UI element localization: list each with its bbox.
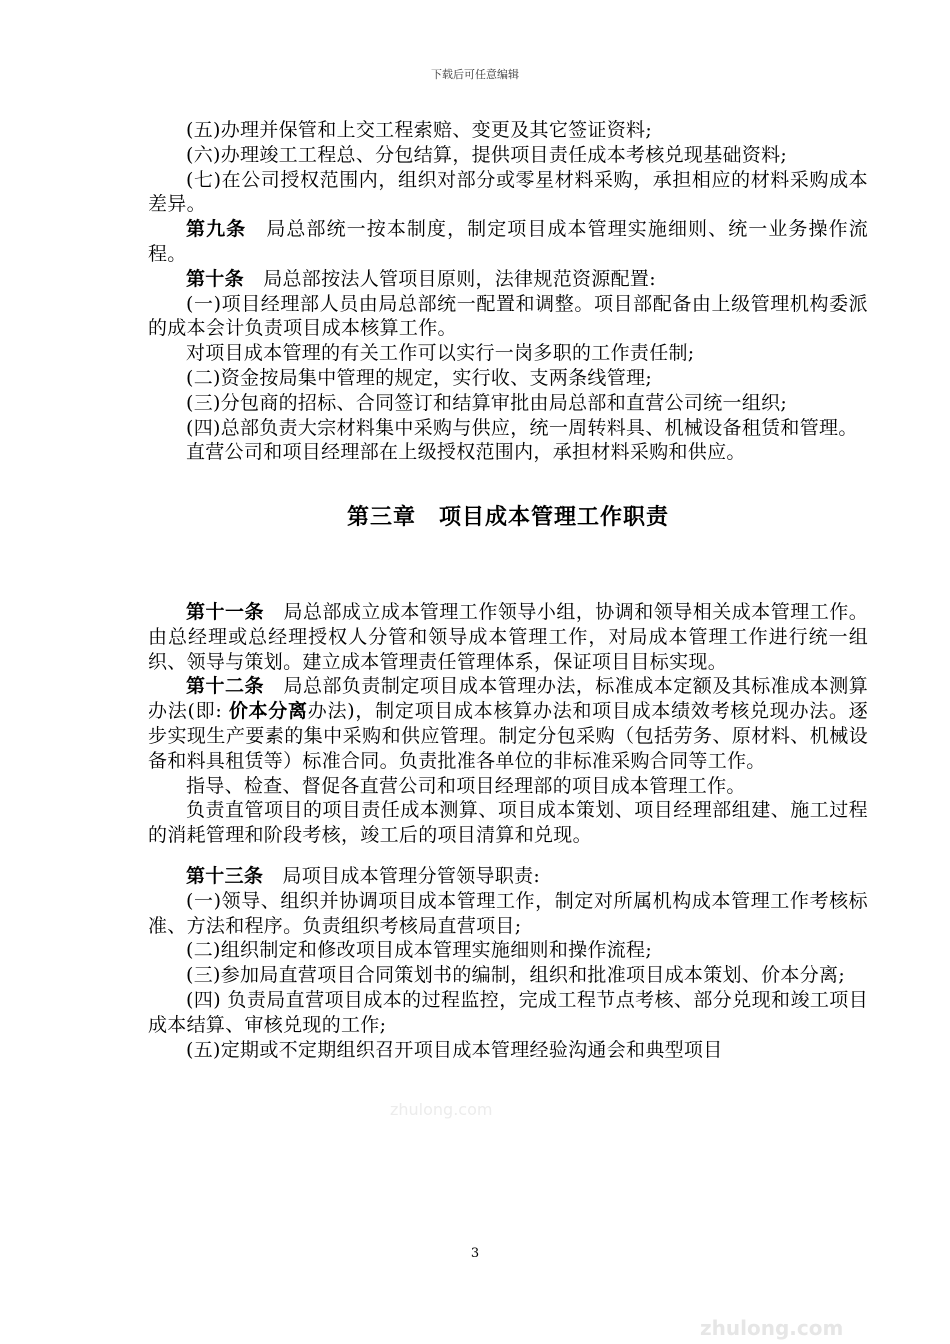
article-title: 第十一条 (186, 600, 264, 623)
article-9 (148, 217, 868, 267)
article-text: 局总部成立成本管理工作领导小组，协调和领导相关成本管理工作。由总经理或总经理授权人分管和领导成本管理工作，对局成本管理工作进行统一组织、领导与策划。建立成本管理责任管理体系，保证项目目标实现。 (148, 600, 868, 673)
paragraph: 对项目成本管理的有关工作可以实行一岗多职的工作责任制; (186, 342, 695, 365)
page-number: 3 (470, 1246, 480, 1261)
paragraph: (七)在公司授权范围内，组织对部分或零星材料采购，承担相应的材料采购成本差异。 (148, 168, 868, 216)
paragraph: (二)资金按局集中管理的规定，实行收、支两条线管理; (186, 366, 653, 389)
article-title: 第十二条 (186, 675, 264, 698)
article-title: 第九条 (186, 218, 247, 241)
paragraph: (六)办理竣工工程总、分包结算，提供项目责任成本考核兑现基础资料; (186, 143, 788, 166)
document-body (148, 118, 868, 1062)
paragraph: (四)总部负责大宗材料集中采购与供应，统一周转料具、机械设备租赁和管理。 (186, 416, 858, 439)
paragraph: (二)组织制定和修改项目成本管理实施细则和操作流程; (186, 939, 653, 962)
article-11 (148, 600, 868, 674)
chapter-heading: 第三章 项目成本管理工作职责 (346, 504, 669, 531)
bold-term: 价本分离 (228, 700, 308, 723)
article-text: 局项目成本管理分管领导职责: (263, 864, 541, 887)
article-text: 局总部负责制定项目成本管理办法，标准成本定额及其标准成本测算办法(即: (148, 675, 868, 723)
page-header: 下载后可任意编辑 (431, 68, 519, 81)
article-text: 局总部按法人管项目原则，法律规范资源配置: (243, 267, 656, 290)
paragraph: (三)参加局直营项目合同策划书的编制，组织和批准项目成本策划、价本分离; (186, 964, 846, 987)
paragraph: (四) 负责局直营项目成本的过程监控，完成工程节点考核、部分兑现和竣工项目成本结算、审核兑现的工作; (148, 988, 868, 1036)
article-title: 第十三条 (186, 864, 264, 887)
paragraph: 指导、检查、督促各直营公司和项目经理部的项目成本管理工作。 (186, 774, 746, 797)
paragraph: (一)项目经理部人员由局总部统一配置和调整。项目部配备由上级管理机构委派的成本会计负责项目成本核算工作。 (148, 292, 868, 340)
paragraph: (五)办理并保管和上交工程索赔、变更及其它签证资料; (186, 119, 653, 141)
paragraph: (一)领导、组织并协调项目成本管理工作，制定对所属机构成本管理工作考核标准、方法和程序。负责组织考核局直营项目; (148, 889, 868, 937)
spacer (148, 848, 868, 864)
article-title: 第十条 (186, 267, 244, 290)
article-10 (148, 267, 868, 292)
watermark: zhulong.com (700, 1316, 844, 1340)
article-text: 办法)，制定项目成本核算办法和项目成本绩效考核兑现办法。逐步实现生产要素的集中采购和供应管理。制定分包采购（包括劳务、原材料、机械设备和料具租赁等）标准合同。负责批准各单位的非标准采购合同等工作。 (148, 700, 868, 772)
watermark-faint: zhulong.com (390, 1100, 493, 1119)
paragraph: (三)分包商的招标、合同签订和结算审批由局总部和直营公司统一组织; (186, 391, 788, 414)
article-13 (148, 864, 868, 889)
paragraph: 负责直管项目的项目责任成本测算、项目成本策划、项目经理部组建、施工过程的消耗管理和阶段考核，竣工后的项目清算和兑现。 (148, 799, 868, 847)
article-12 (148, 674, 868, 773)
paragraph: 直营公司和项目经理部在上级授权范围内，承担材料采购和供应。 (186, 441, 746, 464)
article-text: 局总部统一按本制度，制定项目成本管理实施细则、统一业务操作流程。 (148, 218, 868, 265)
paragraph: (五)定期或不定期组织召开项目成本管理经验沟通会和典型项目 (186, 1038, 723, 1061)
